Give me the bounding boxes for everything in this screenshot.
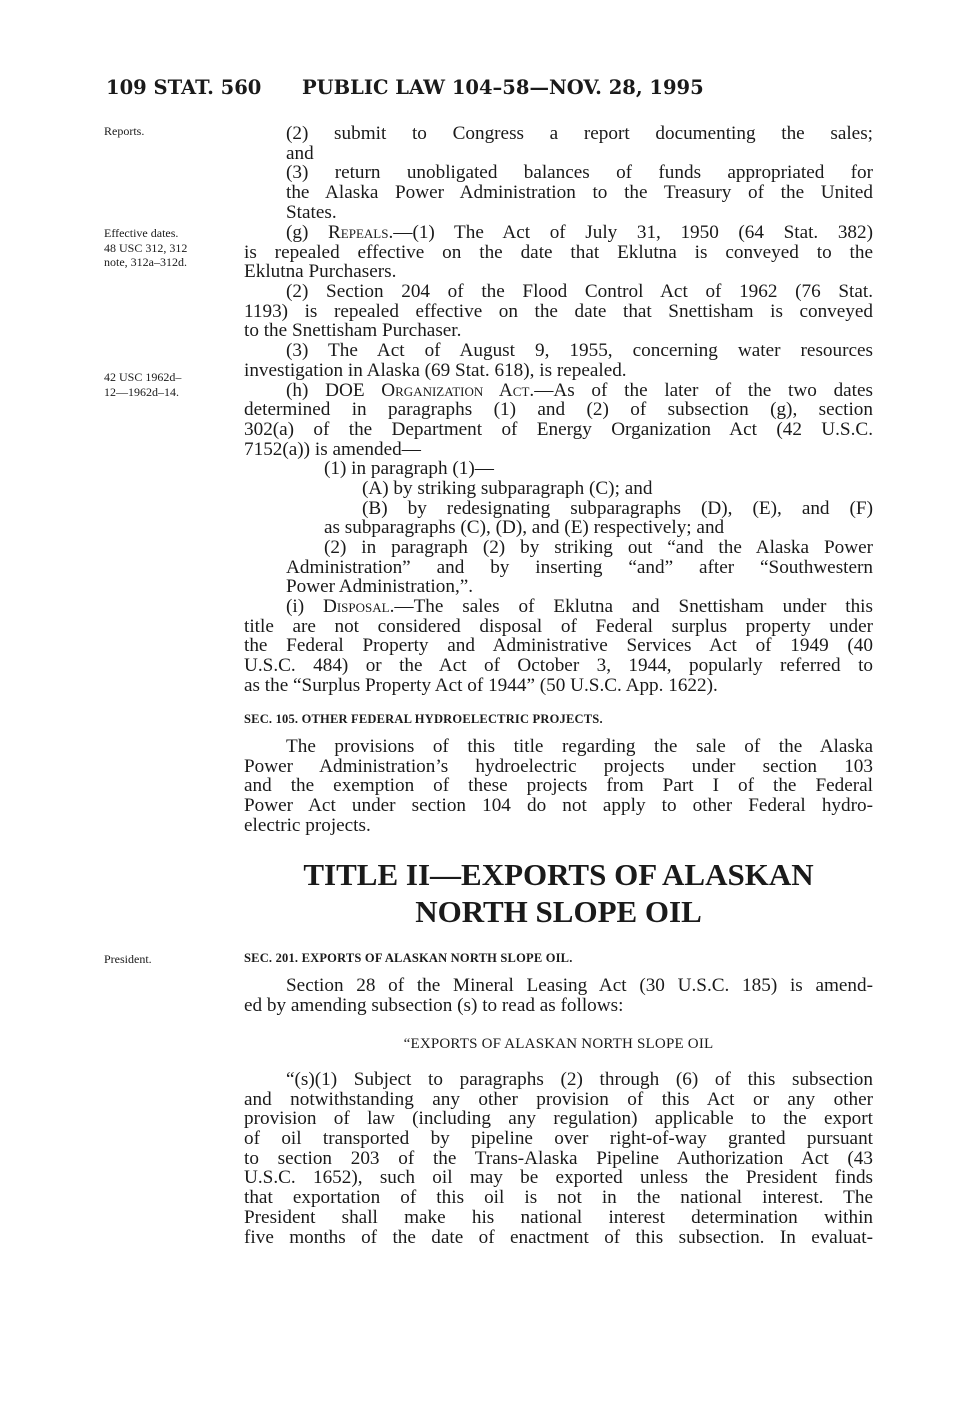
margin-note-usc: 42 USC 1962d– 12—1962d–14.	[104, 370, 182, 399]
section-105-body: The provisions of this title regarding the sale of the Alaska Power Administration’s hydroelectric projects under section 103 and the exemption of these projects from Part I of the Federal Power Act under section 104 do not apply to other Federal hydro- electric projects.	[244, 736, 873, 836]
margin-note-effective-dates: Effective dates. 48 USC 312, 312 note, 312a–312d.	[104, 226, 188, 269]
quoted-subsection-body: “(s)(1) Subject to paragraphs (2) through (6) of this subsection and notwithstanding any other provision of this Act or any other provision of law (including any regulation) applicable to the export of oil transported by pipeline over right-of-way granted pursuant to section 203 of the Trans-Alaska Pipeline Authorization Act (43 U.S.C. 1652), such oil may be exported unless the President finds that exportation of this oil is not in the national interest. The President shall make his national interest determination within five months of the date of enactment of this subsection. In evaluat-	[244, 1069, 873, 1248]
running-header	[92, 76, 772, 102]
quoted-subsection-heading: “EXPORTS OF ALASKAN NORTH SLOPE OIL	[403, 1036, 714, 1052]
section-201-intro: Section 28 of the Mineral Leasing Act (30 U.S.C. 185) is amend- ed by amending subsection (s) to read as follows:	[244, 975, 873, 1016]
stat-page-number: 109 STAT. 560	[106, 76, 262, 99]
subsection-h: (h) DOE Organization Act.—As of the later of the two dates	[286, 379, 873, 401]
section-105-heading: SEC. 105. OTHER FEDERAL HYDROELECTRIC PROJECTS.	[244, 712, 603, 726]
public-law-citation: PUBLIC LAW 104–58—NOV. 28, 1995	[302, 76, 704, 99]
paragraph-reports: (2) submit to Congress a report documenting the sales; and (3) return unobligated balances of funds appropriated for the Alaska Power Administration to the Treasury of the United States.	[286, 123, 873, 223]
margin-note-president: President.	[104, 952, 152, 966]
subsection-i: (i) Disposal.—The sales of Eklutna and Snettisham under this	[286, 596, 873, 618]
subsection-g: (g) Repeals.—(1) The Act of July 31, 1950 (64 Stat. 382)	[286, 222, 873, 243]
subsection-g-h-i: (g) Repeals.—(1) The Act of July 31, 1950 (64 Stat. 382) is repealed effective on the date that Eklutna is conveyed to the Eklutna Purchasers. (2) Section 204 of the Flood Control Act of 1962 (76 Stat. 1193) is repealed effective on the date that Snettisham is conveyed to the Snettisham Purchaser. (3) The Act of August 9, 1955, concerning water resources investigation in Alaska (69 Stat. 618), is repealed. (h) DOE Organization Act.—As of the later of the two dates determined in paragraphs (1) and (2) of subsection (g), section 302(a) of the Department of Energy Organization Act (42 U.S.C. 7152(a)) is amended— (1) in paragraph (1)— (A) by striking subparagraph (C); and (B) by redesignating subparagraphs (D), (E), and (F) as subparagraphs (C), (D), and (E) respectively; and (2) in paragraph (2) by striking out “and the Alaska Power Administration” and by inserting “and” after “Southwestern Power Administration,”. (i) Disposal.—The sales of Eklutna and Snettisham under this title are not considered disposal of Federal surplus property under the Federal Property and Administrative Services Act of 1949 (40 U.S.C. 484) or the Act of October 3, 1944, popularly referred to as the “Surplus Property Act of 1944” (50 U.S.C. App. 1622).	[244, 222, 873, 696]
title-ii-heading: TITLE II—EXPORTS OF ALASKAN NORTH SLOPE OIL	[303, 857, 814, 929]
section-201-heading: SEC. 201. EXPORTS OF ALASKAN NORTH SLOPE OIL.	[244, 951, 573, 965]
margin-note-reports: Reports.	[104, 124, 145, 138]
